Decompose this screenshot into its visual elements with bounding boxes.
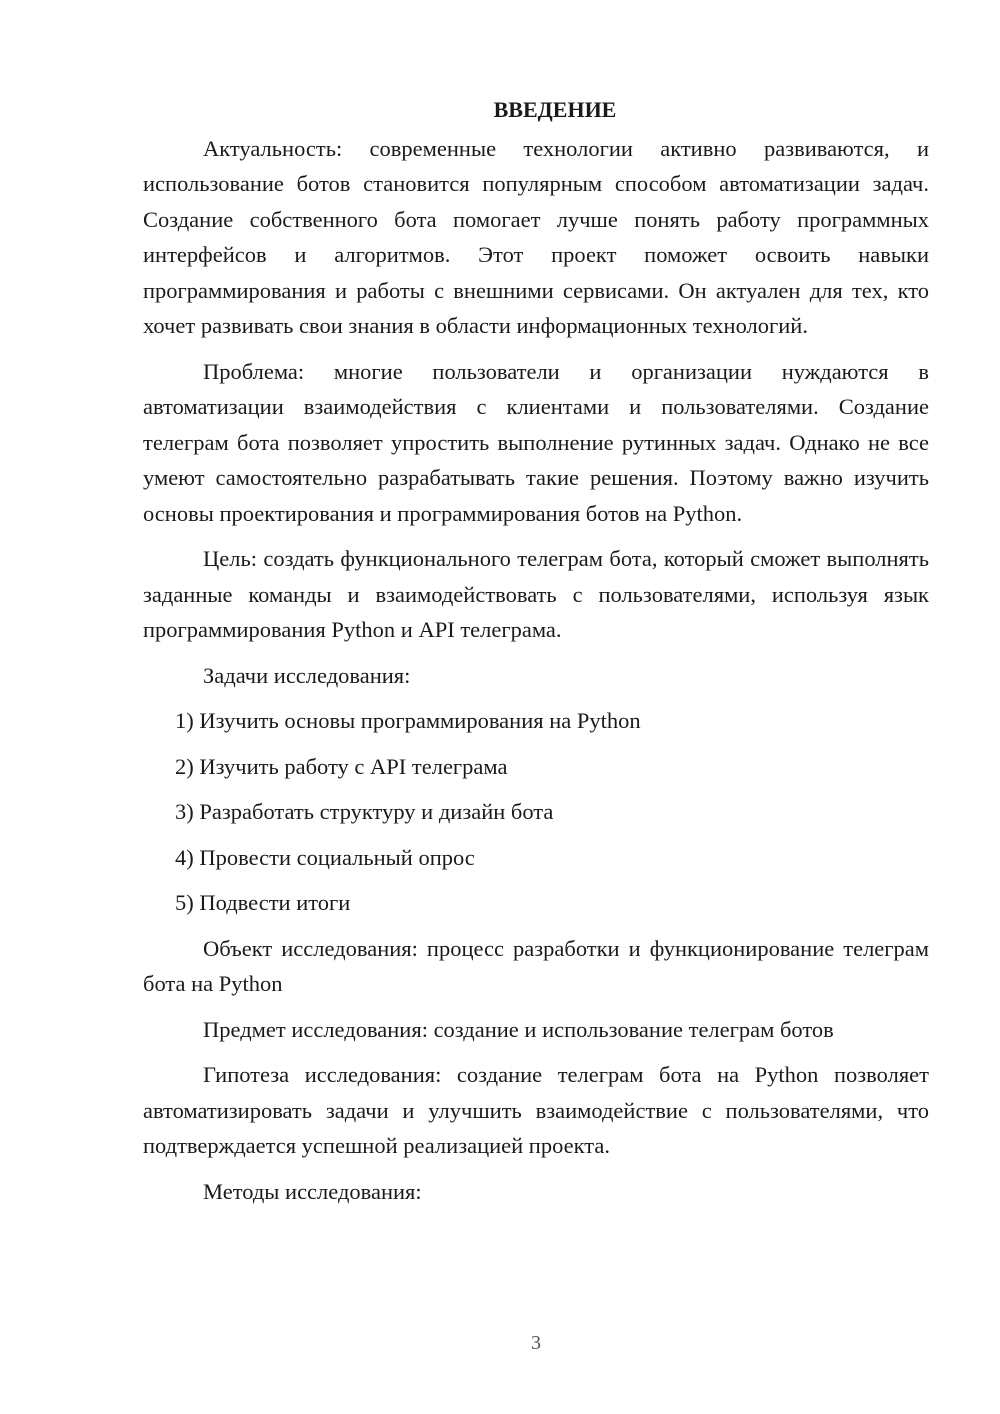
paragraph-methods: Методы исследования: xyxy=(203,1178,422,1204)
list-item: 3) Разработать структуру и дизайн бота xyxy=(175,799,554,824)
list-item: 1) Изучить основы программирования на Python xyxy=(175,708,641,733)
paragraph-relevance: Актуальность: современные технологии активно развиваются, и использование ботов становится популярным способом автоматизации задач. Создание собственного бота помогает лучше понять работу программных интерфейсов и алгоритмов. Этот проект поможет освоить навыки программирования и работы с внешними сервисами. Он актуален для тех, кто хочет развивать свои знания в области информационных технологий. xyxy=(143,135,929,338)
page-content xyxy=(143,92,929,1219)
list-item: 4) Провести социальный опрос xyxy=(175,844,475,870)
paragraph-object: Объект исследования: процесс разработки и функционирование телеграм бота на Python xyxy=(143,935,929,996)
paragraph-hypothesis: Гипотеза исследования: создание телеграм бота на Python позволяет автоматизировать задачи и улучшить взаимодействие с пользователями, что подтверждается успешной реализацией проекта. xyxy=(143,1062,929,1158)
paragraph-tasks-heading: Задачи исследования: xyxy=(203,662,411,688)
tasks-list xyxy=(143,703,929,921)
list-item: 5) Подвести итоги xyxy=(175,890,351,915)
list-item: 2) Изучить работу с API телеграма xyxy=(175,753,508,779)
paragraph-goal: Цель: создать функционального телеграм бота, который сможет выполнять заданные команды и взаимодействовать с пользователями, используя язык программирования Python и API телеграма. xyxy=(143,546,929,642)
page-title: ВВЕДЕНИЕ xyxy=(493,97,617,122)
paragraph-subject: Предмет исследования: создание и использование телеграм ботов xyxy=(203,1016,834,1042)
paragraph-problem: Проблема: многие пользователи и организации нуждаются в автоматизации взаимодействия с клиентами и пользователями. Создание телеграм бота позволяет упростить выполнение рутинных задач. Однако не все умеют самостоятельно разрабатывать такие решения. Поэтому важно изучить основы проектирования и программирования ботов на Python. xyxy=(143,358,929,526)
page-number: 3 xyxy=(531,1332,541,1354)
